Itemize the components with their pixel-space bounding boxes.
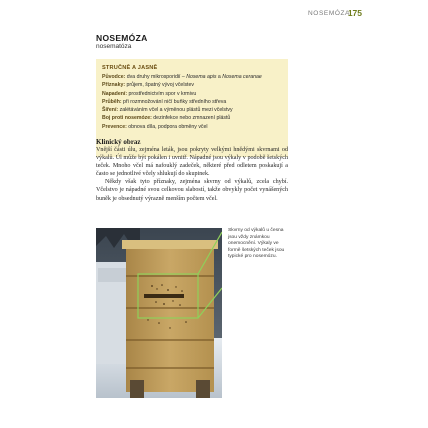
beehive-illustration — [96, 228, 222, 398]
summary-label: Boj proti nosemóze: — [102, 115, 152, 122]
hive-stand — [130, 380, 144, 398]
summary-row-pathogen — [102, 73, 282, 81]
summary-label: Šíření: — [102, 107, 119, 114]
summary-row-symptoms — [102, 81, 282, 89]
summary-label: Původce: — [102, 74, 126, 80]
beehive-photo — [96, 228, 222, 398]
page-number: 175 — [347, 8, 362, 18]
paragraph: Někdy však tyto příznaky, zejména skvrny od výkalů, zcela chybí. Včelstvo je nápadné svou celkovou slabostí, takže obvykly počet vynášených buněk je obsednutý výrazně menším počtem včel. — [96, 179, 288, 202]
summary-heading: STRUČNĚ A JASNĚ — [102, 65, 158, 71]
summary-species: Nosema apis — [186, 74, 217, 80]
summary-row-infection — [102, 90, 282, 98]
running-head: NOSEMÓZA — [308, 10, 350, 17]
summary-text: dva druhy mikrosporidií – — [125, 74, 187, 80]
neighbour-hive-panel — [98, 268, 128, 282]
summary-label: Napadení: — [102, 90, 128, 97]
summary-row-course — [102, 98, 282, 106]
summary-text: průjem, špatný vývoj včelstev — [125, 82, 194, 89]
summary-row-prevention — [102, 123, 282, 131]
paragraph: Vnější části úlu, zejména leták, jsou pokryty velkými hnědými skvrnami od výkalů. Úl může být pokálen i uvnitř. Nápadné jsou výkaly v podobě šetských teček. Mnoho včel má nafouklý zadeček, některé před odletem poskakují a často se jednotlivé včely shlukují do skupinek. — [96, 147, 288, 178]
article-subtitle: nosematóza — [96, 43, 132, 50]
summary-label: Prevence: — [102, 123, 127, 130]
summary-label: Průběh: — [102, 98, 122, 105]
summary-row-control — [102, 114, 282, 122]
article-title: NOSEMÓZA — [96, 33, 148, 43]
clinical-body — [96, 146, 288, 203]
hive-roof — [122, 240, 218, 249]
summary-text: prostřednictvím spor v krmivu — [127, 90, 197, 97]
hive-stand — [196, 380, 210, 398]
summary-species: Nosema ceranae — [222, 74, 262, 80]
photo-caption: Skvrny od výkalů u česna jsou vždy známkou onemocnění. Výkaly ve formě šetských teček jsou typické pro nosemózu. — [228, 228, 285, 260]
summary-row-spread — [102, 106, 282, 114]
clinical-heading: Klinický obraz — [96, 138, 141, 146]
summary-label: Příznaky: — [102, 82, 126, 89]
hive-entrance — [144, 294, 184, 298]
summary-text: a — [216, 74, 223, 80]
summary-text: při rozmnožování ničí buňky středního střeva — [121, 98, 227, 105]
summary-text: zalétáváním včel a výměnou plástů mezi včelstvy — [118, 107, 233, 114]
summary-text: dezinfekce nebo zmnazení plástů — [151, 115, 231, 122]
summary-text: obnova díla, podpora obměny včel — [126, 123, 208, 130]
